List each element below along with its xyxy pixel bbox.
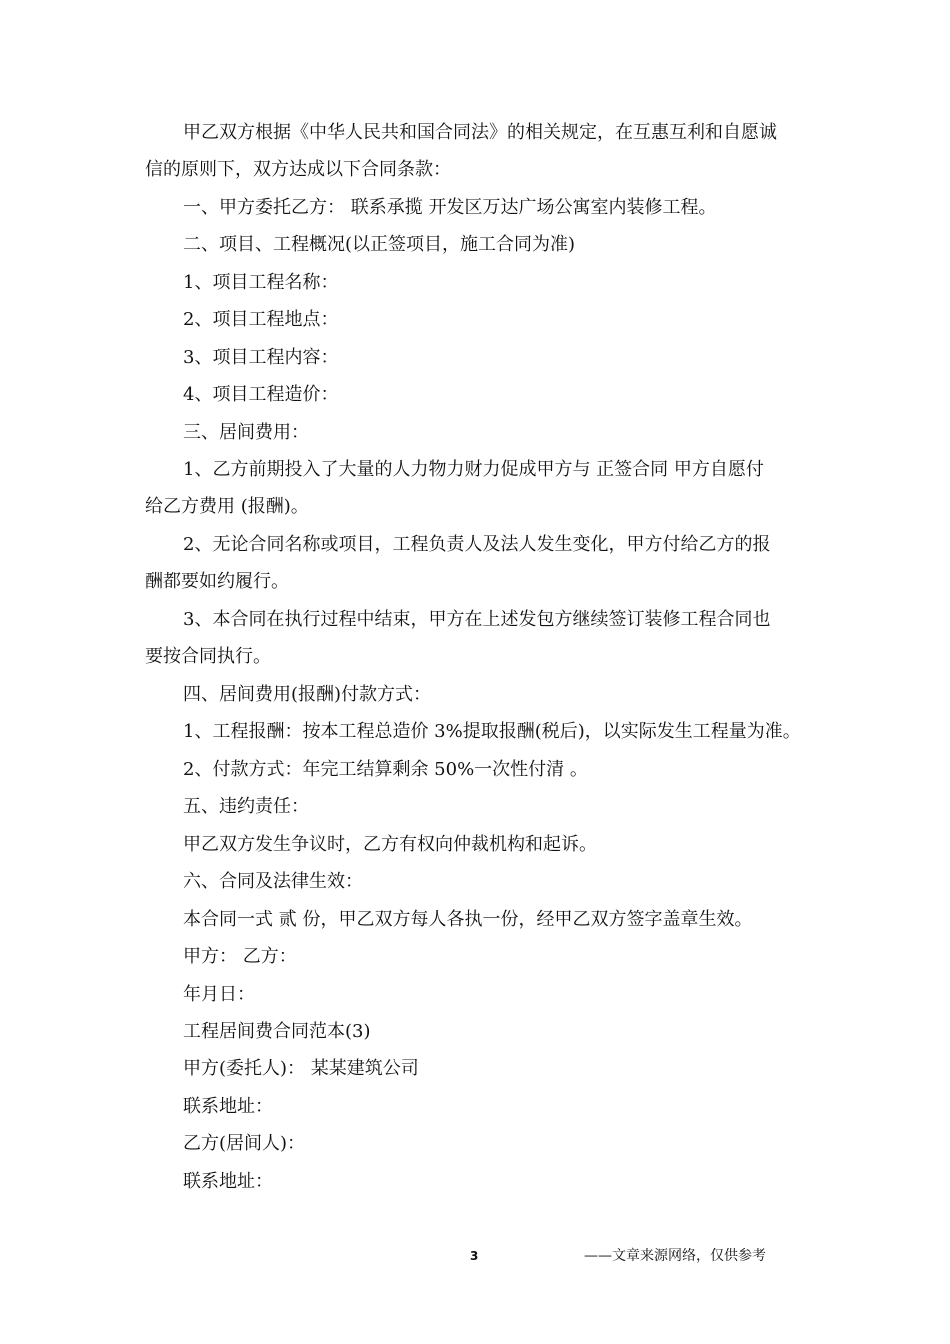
paragraph-line: 3、项目工程内容：	[183, 347, 339, 368]
party-line: 乙方(居间人)：	[183, 1133, 306, 1154]
paragraph-line: 给乙方费用 (报酬)。	[145, 496, 309, 517]
address-line: 联系地址：	[183, 1096, 273, 1117]
section-heading: 四、居间费用(报酬)付款方式：	[183, 684, 432, 705]
paragraph-line: 2、无论合同名称或项目，工程负责人及法人发生变化，甲方付给乙方的报	[183, 534, 771, 555]
paragraph-line: 2、项目工程地点：	[183, 309, 339, 330]
paragraph-line: 本合同一式 贰 份，甲乙双方每人各执一份，经甲乙双方签字盖章生效。	[183, 909, 753, 930]
paragraph-line: 1、乙方前期投入了大量的人力物力财力促成甲方与 正签合同 甲方自愿付	[183, 459, 764, 480]
paragraph-line: 一、甲方委托乙方： 联系承揽 开发区万达广场公寓室内装修工程。	[183, 197, 717, 218]
paragraph-line: 酬都要如约履行。	[145, 571, 289, 592]
paragraph-line: 2、付款方式：年完工结算剩余 50%一次性付清 。	[183, 759, 588, 780]
section-heading: 六、合同及法律生效：	[183, 871, 363, 892]
paragraph-line: 3、本合同在执行过程中结束，甲方在上述发包方继续签订装修工程合同也	[183, 609, 771, 630]
paragraph-line: 要按合同执行。	[145, 646, 271, 667]
date-line: 年月日：	[183, 984, 255, 1005]
paragraph-line: 4、项目工程造价：	[183, 384, 339, 405]
signature-line: 甲方： 乙方：	[183, 946, 297, 967]
address-line: 联系地址：	[183, 1171, 273, 1192]
paragraph-line: 1、工程报酬：按本工程总造价 3%提取报酬(税后)，以实际发生工程量为准。	[183, 721, 801, 742]
source-note: ——文章来源网络，仅供参考	[584, 1248, 766, 1264]
paragraph-line: 甲乙双方根据《中华人民共和国合同法》的相关规定，在互惠互利和自愿诚	[183, 122, 777, 143]
page-number: 3	[470, 1249, 479, 1263]
document-title: 工程居间费合同范本(3)	[183, 1021, 371, 1042]
paragraph-line: 甲乙双方发生争议时，乙方有权向仲裁机构和起诉。	[183, 834, 597, 855]
paragraph-line: 二、项目、工程概况(以正签项目，施工合同为准)	[183, 234, 576, 255]
section-heading: 五、违约责任：	[183, 796, 309, 817]
party-line: 甲方(委托人)： 某某建筑公司	[183, 1058, 419, 1079]
paragraph-line: 1、项目工程名称：	[183, 272, 339, 293]
paragraph-line: 信的原则下，双方达成以下合同条款：	[145, 159, 451, 180]
section-heading: 三、居间费用：	[183, 422, 309, 443]
